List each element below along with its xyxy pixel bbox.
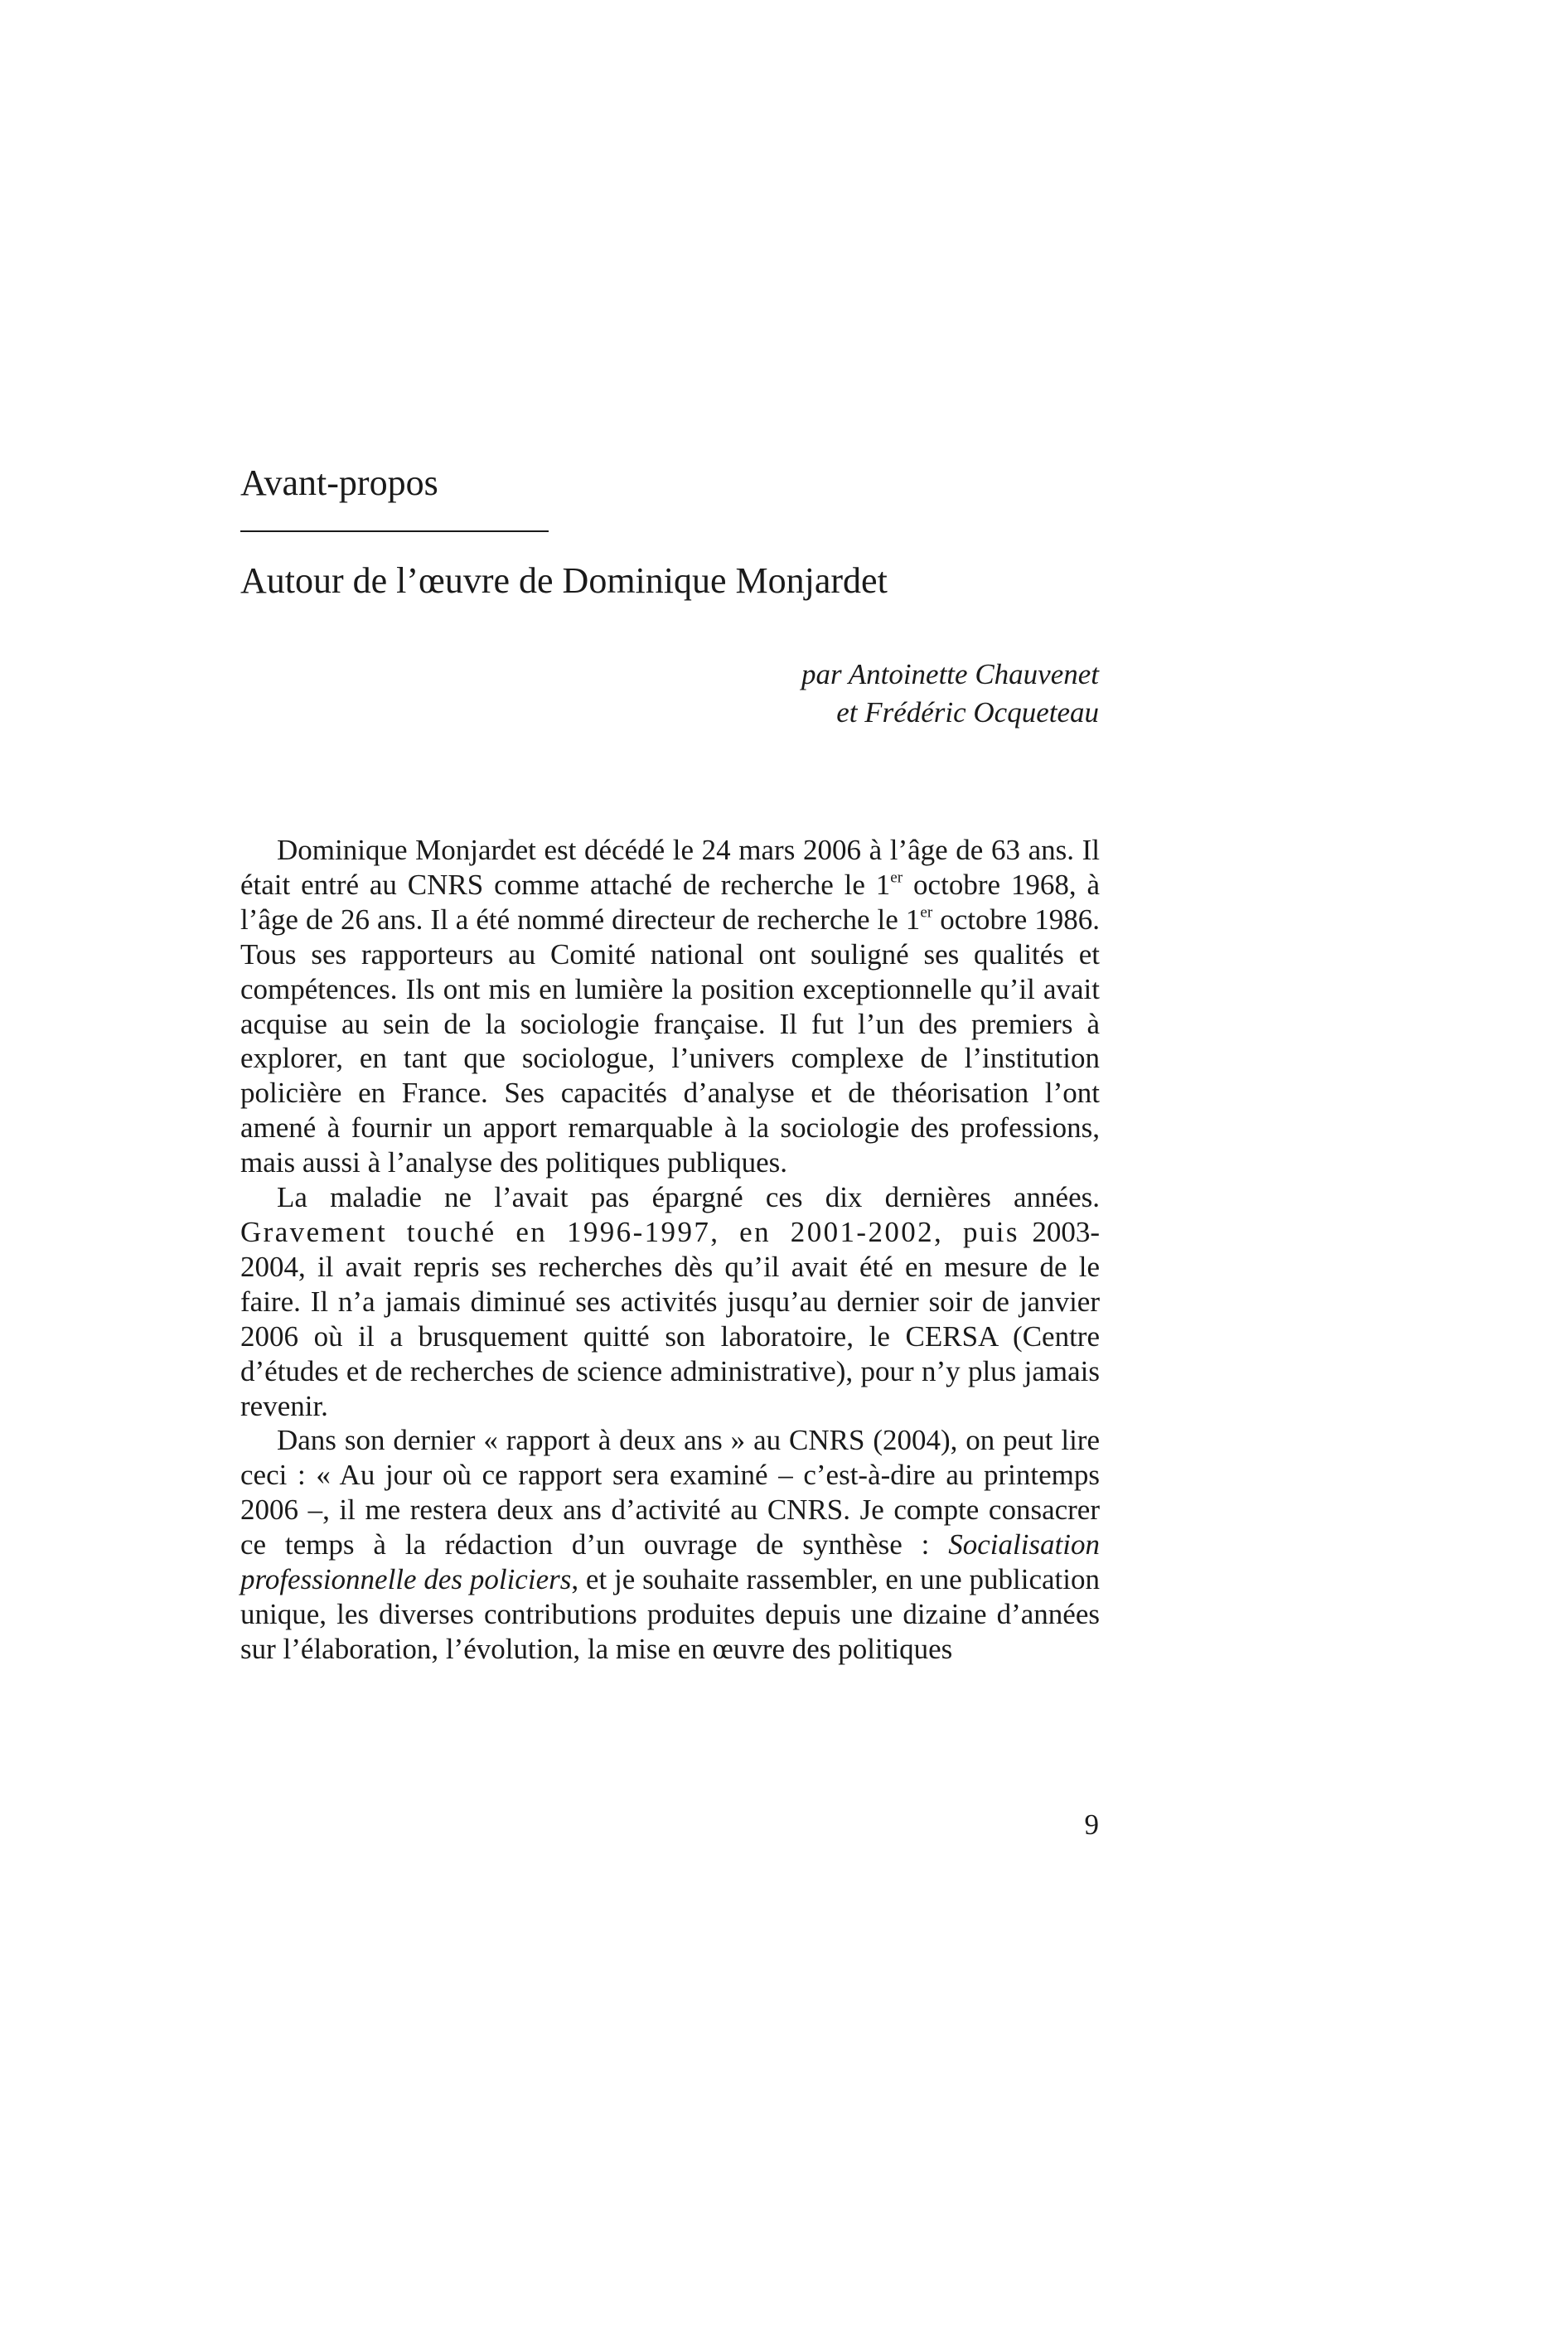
section-label: Avant-propos [240,462,438,503]
paragraph-2-part-a: La maladie ne l’avait pas épargné ces dix dernières années. [277,1181,1100,1214]
author-byline [801,656,1099,732]
paragraph-2 [240,1180,1100,1423]
paragraph-2-spaced-line: Gravement touché en 1996-1997, en 2001-2002, puis [240,1215,1019,1248]
paragraph-1 [240,833,1100,1180]
ordinal-superscript: er [890,869,903,887]
chapter-title: Autour de l’œuvre de Dominique Monjardet [240,560,888,601]
ordinal-superscript: er [920,903,933,922]
paragraph-2-part-b: 2003-2004, il avait repris ses recherches dès qu’il avait été en mesure de le faire. Il n’a jamais diminué ses activités jusqu’au dernier soir de janvier 2006 où il a brusquement quitté son laboratoire, le CERSA (Centre d’études et de recherches de science administrative), pour n’y plus jamais revenir. [240,1215,1100,1422]
paragraph-3 [240,1423,1100,1666]
paragraph-1-part-b: octobre 1968, à l’âge de 26 ans. Il a été nommé directeur de recherche le 1 [240,868,1100,936]
body-text [240,833,1100,1667]
author-line-1: par Antoinette Chauvenet [801,658,1099,690]
paragraph-3-part-b: , et je souhaite rassembler, en une publication unique, les diverses contributions produites depuis une dizaine d’années sur l’élaboration, l’évolution, la mise en œuvre des politiques [240,1563,1101,1665]
book-title-italic: Socialisation professionnelle des policiers [240,1528,1100,1596]
paragraph-1-part-a: Dominique Monjardet est décédé le 24 mars 2006 à l’âge de 63 ans. Il était entré au CNRS comme attaché de recherche le 1 [240,834,1100,901]
title-rule [240,530,549,532]
author-line-2: et Frédéric Ocqueteau [836,696,1099,729]
paragraph-3-part-a: Dans son dernier « rapport à deux ans » au CNRS (2004), on peut lire ceci : « Au jour où ce rapport sera examiné – c’est-à-dire au printemps 2006 –, il me restera deux ans d’activité au CNRS. Je compte consacrer ce temps à la rédaction d’un ouvrage de synthèse : [240,1424,1100,1561]
page-number: 9 [1084,1808,1099,1841]
paragraph-1-part-c: octobre 1986. Tous ses rapporteurs au Comité national ont souligné ses qualités et compétences. Ils ont mis en lumière la position exceptionnelle qu’il avait acquise au sein de la sociologie française. Il fut l’un des premiers à explorer, en tant que sociologue, l’univers complexe de l’institution policière en France. Ses capacités d’analyse et de théorisation l’ont amené à fournir un apport remarquable à la sociologie des professions, mais aussi à l’analyse des politiques publiques. [240,903,1100,1179]
